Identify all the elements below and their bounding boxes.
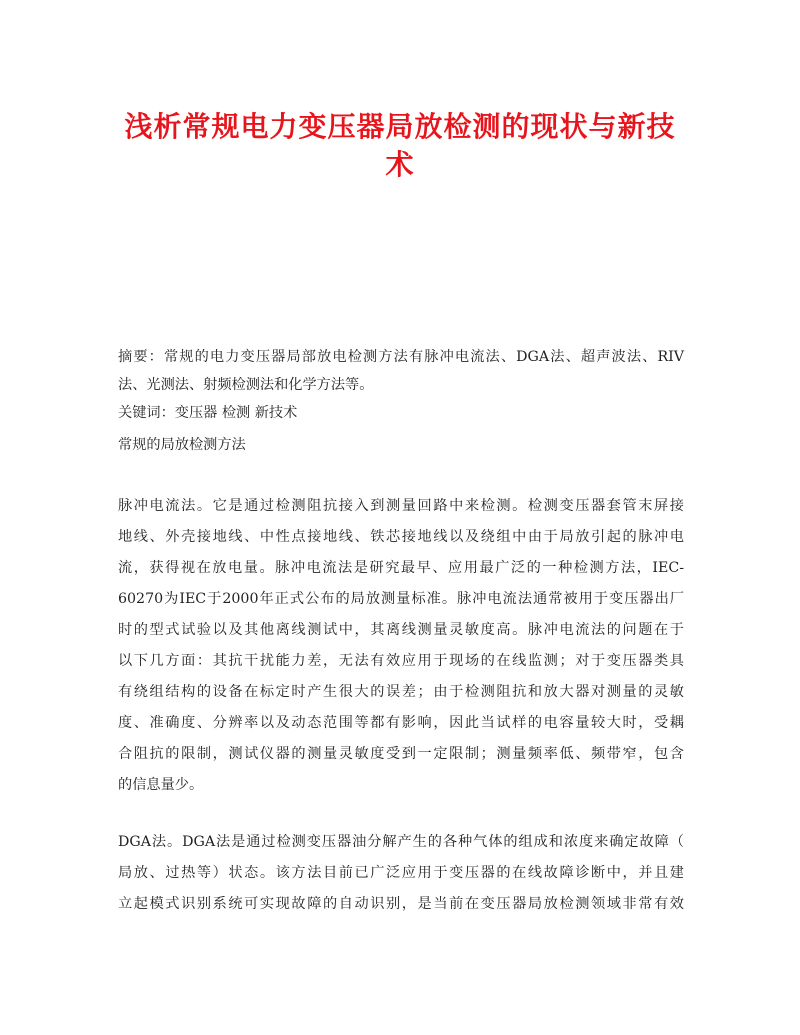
title-line: 浅析常规电力变压器局放检测的现状与新技 — [124, 110, 676, 143]
paragraph-line: 立起模式识别系统可实现故障的自动识别，是当前在变压器局放检测领域非常有效 — [118, 895, 684, 912]
document-title — [100, 108, 700, 184]
paragraph-line: 以下几方面：其抗干扰能力差，无法有效应用于现场的在线监测；对于变压器类具 — [118, 652, 684, 669]
keywords-line: 关键词：变压器 检测 新技术 — [118, 405, 298, 421]
paragraph-pulse-current — [118, 499, 684, 809]
paragraph-line: 度、准确度、分辨率以及动态范围等都有影响，因此当试样的电容量较大时，受耦 — [118, 714, 684, 731]
paragraph-line: 局放、过热等）状态。该方法目前已广泛应用于变压器的在线故障诊断中，并且建 — [118, 864, 684, 881]
paragraph-line: 地线、外壳接地线、中性点接地线、铁芯接地线以及绕组中由于局放引起的脉冲电 — [118, 528, 684, 545]
paragraph-line: DGA法。DGA法是通过检测变压器油分解产生的各种气体的组成和浓度来确定故障（ — [118, 834, 684, 850]
abstract-line: 摘要：常规的电力变压器局部放电检测方法有脉冲电流法、DGA法、超声波法、RIV — [118, 349, 684, 365]
keywords — [118, 406, 684, 420]
section-heading-text: 常规的局放检测方法 — [118, 437, 246, 453]
paragraph-dga — [118, 835, 684, 928]
abstract — [118, 350, 684, 406]
paragraph-line: 有绕组结构的设备在标定时产生很大的误差；由于检测阻抗和放大器对测量的灵敏 — [118, 683, 684, 700]
section-heading — [118, 438, 684, 452]
paragraph-line: 时的型式试验以及其他离线测试中，其离线测量灵敏度高。脉冲电流法的问题在于 — [118, 621, 684, 638]
paragraph-line: 脉冲电流法。它是通过检测阻抗接入到测量回路中来检测。检测变压器套管末屏接 — [118, 498, 684, 514]
abstract-line: 法、光测法、射频检测法和化学方法等。 — [118, 377, 374, 394]
paragraph-line: 的信息量少。 — [118, 776, 204, 793]
paragraph-line: 60270为IEC于2000年正式公布的局放测量标准。脉冲电流法通常被用于变压器出厂 — [118, 590, 684, 607]
paragraph-line: 流，获得视在放电量。脉冲电流法是研究最早、应用最广泛的一种检测方法，IEC- — [118, 559, 684, 576]
title-line: 术 — [385, 148, 415, 181]
paragraph-line: 合阻抗的限制，测试仪器的测量灵敏度受到一定限制；测量频率低、频带窄，包含 — [118, 745, 684, 762]
